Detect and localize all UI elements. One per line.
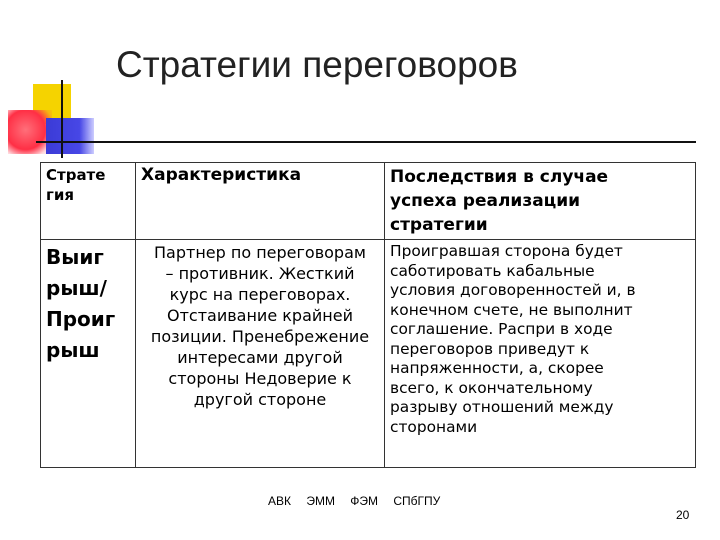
slide-title: Стратегии переговоров	[116, 44, 518, 85]
header-strategy: Страте гия	[41, 163, 136, 240]
slide-footer: АВК ЭММ ФЭМ СПбГПУ	[268, 494, 441, 508]
logo-square-blue	[46, 118, 94, 154]
table-row	[41, 240, 696, 468]
logo-vertical-line	[61, 80, 63, 158]
header-characteristic: Характеристика	[136, 163, 385, 240]
cell-characteristic: Партнер по переговорам – противник. Жесткий курс на переговорах. Отстаивание крайней позиции. Пренебрежение интересами другой стороны Недоверие к другой стороне	[136, 240, 385, 468]
title-underline	[36, 141, 696, 143]
cell-consequences: Проигравшая сторона будет саботировать кабальные условия договоренностей и, в конечном счете, не выполнит соглашение. Распри в ходе переговоров приведут к напряженности, а, скорее всего, к окончательному разрыву отношений между сторонами	[385, 240, 696, 468]
header-consequences: Последствия в случае успеха реализации стратегии	[385, 163, 696, 240]
page-number: 20	[676, 508, 690, 522]
table-header-row	[41, 163, 696, 240]
strategy-table	[40, 162, 696, 468]
cell-strategy: Выиг рыш/ Проиг рыш	[41, 240, 136, 468]
